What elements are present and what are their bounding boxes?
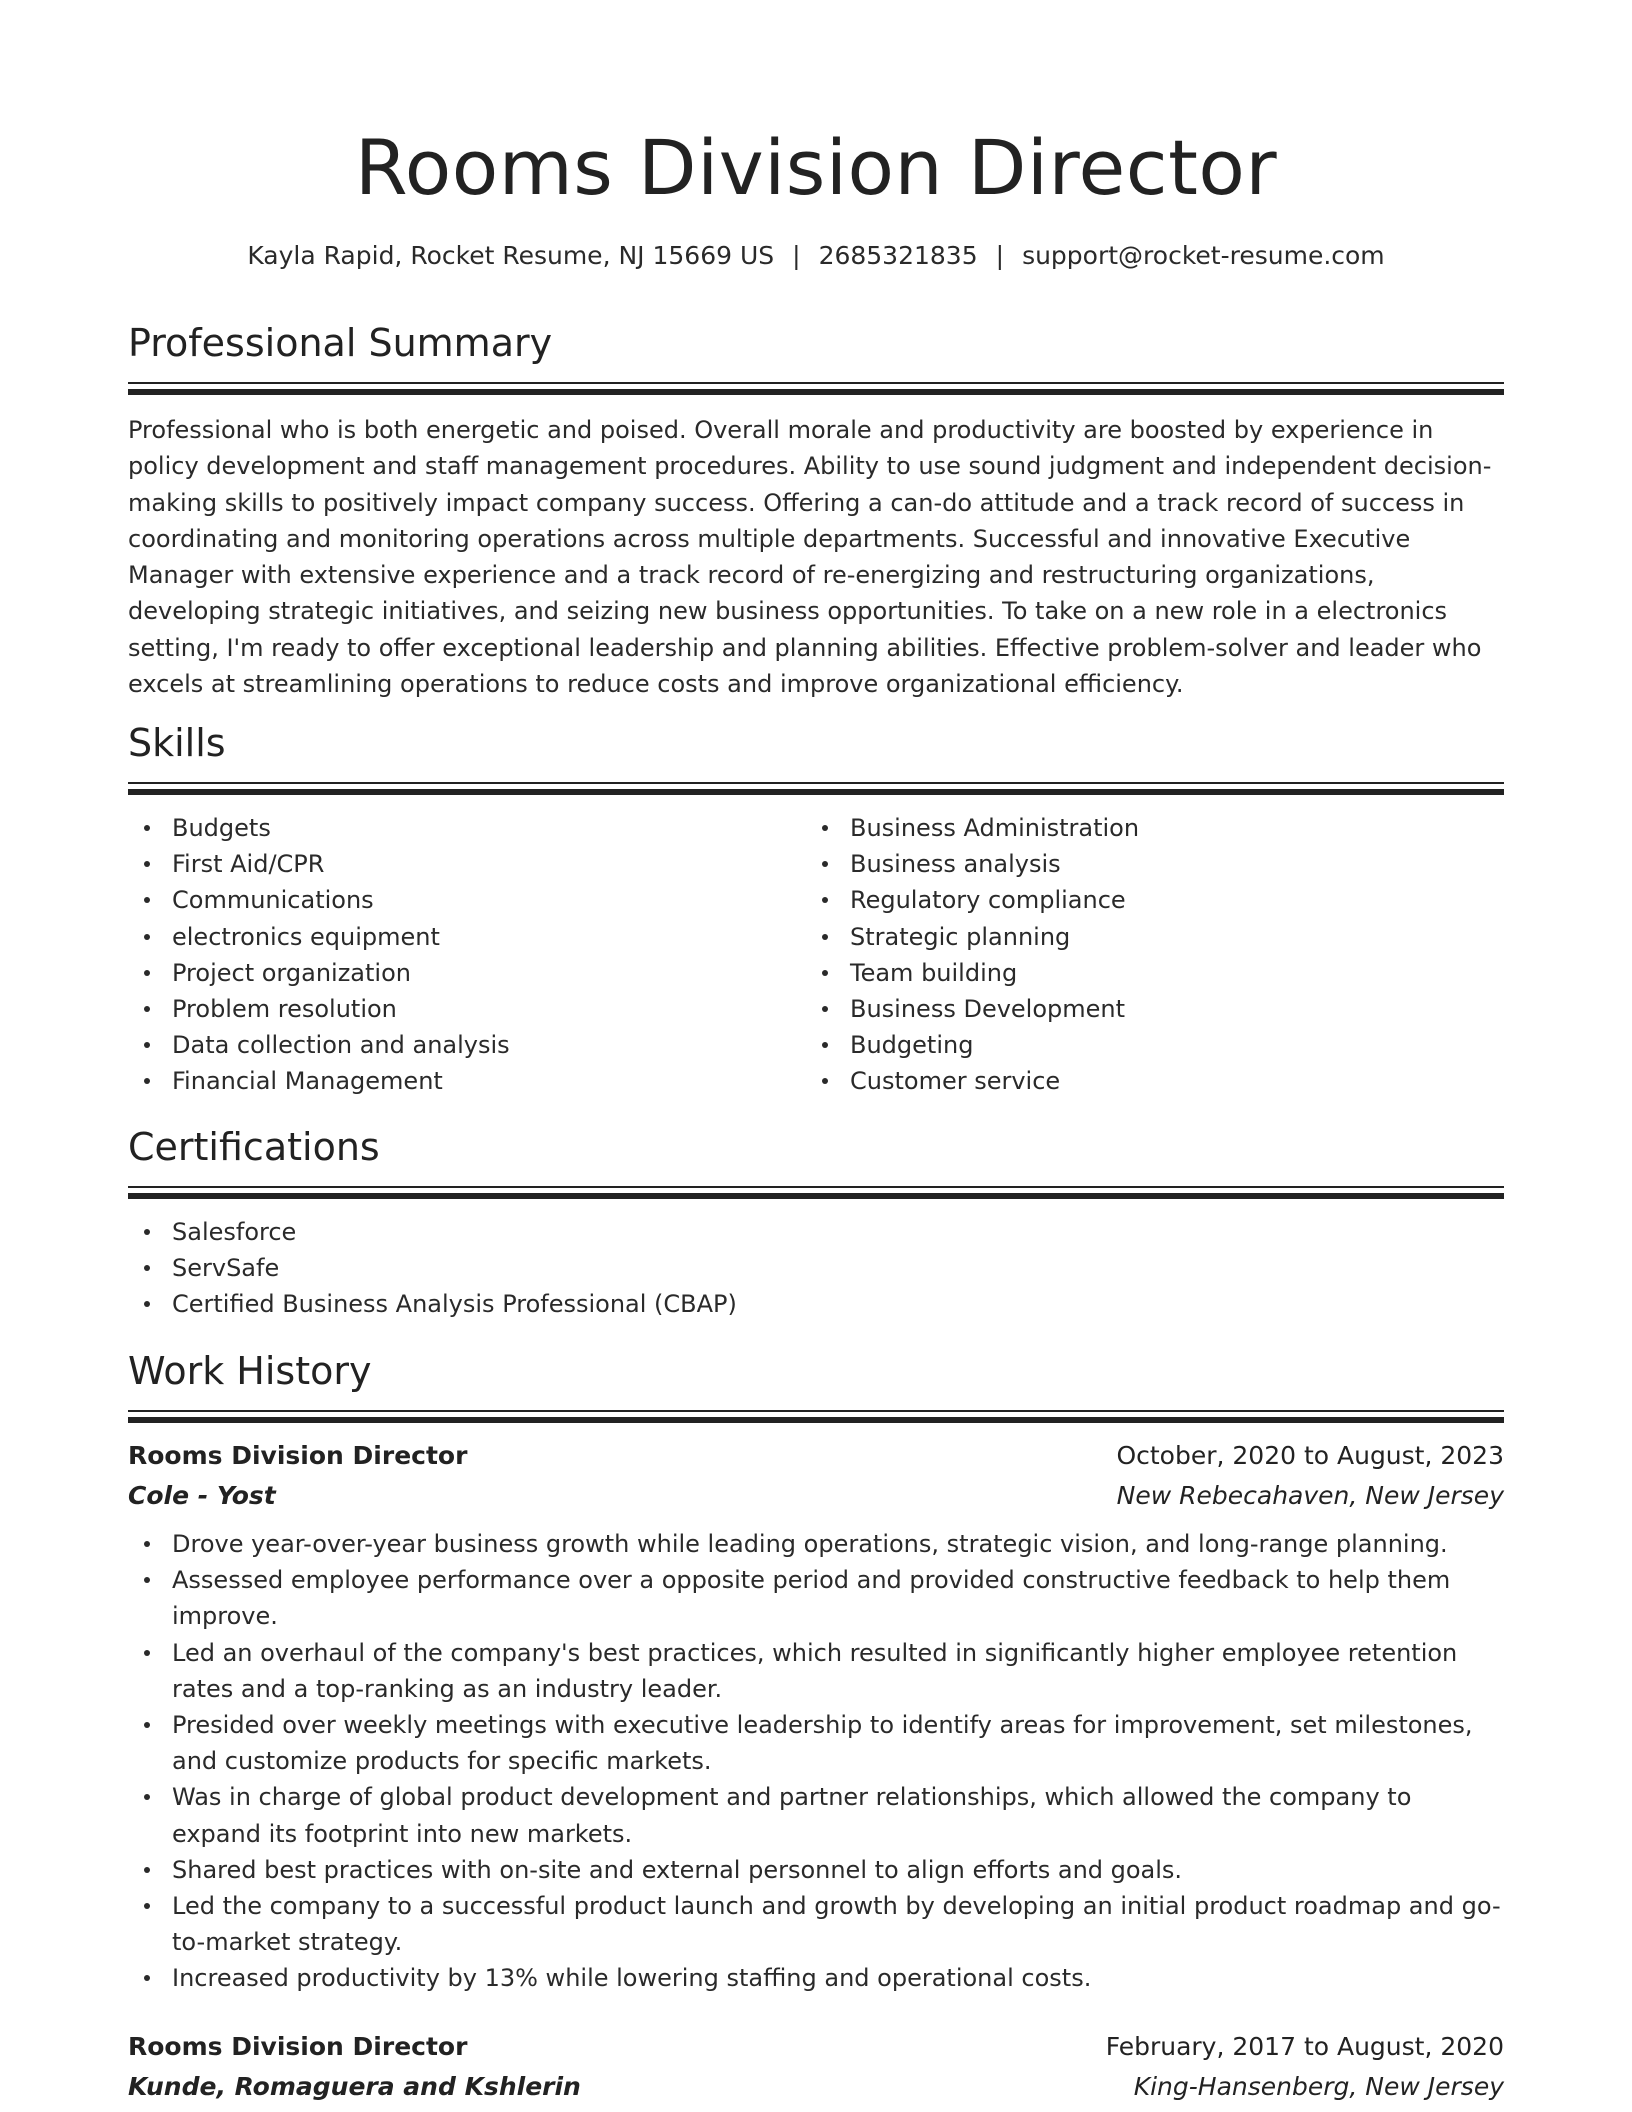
skill-item: First Aid/CPR <box>128 846 806 882</box>
job-bullet: Shared best practices with on-site and external personnel to align efforts and goals. <box>128 1852 1504 1888</box>
job-company-row <box>128 2067 1504 2107</box>
resume-title: Rooms Division Director <box>354 123 1278 212</box>
section-divider <box>128 382 1504 396</box>
job-title: Rooms Division Director <box>128 1441 468 1470</box>
section-divider <box>128 1186 1504 1200</box>
contact-separator: | <box>792 241 801 270</box>
certification-item: ServSafe <box>128 1250 1504 1286</box>
job-bullet: Presided over weekly meetings with executive leadership to identify areas for improvement, set milestones, and customize products for specific markets. <box>128 1707 1504 1779</box>
section-divider <box>128 782 1504 796</box>
skill-item: Team building <box>806 955 1484 991</box>
skill-item: Customer service <box>806 1063 1484 1099</box>
job-dates: February, 2017 to August, 2020 <box>1105 2031 1504 2061</box>
job-entry <box>128 1436 1504 1997</box>
skills-section <box>128 718 1504 1100</box>
skill-item: Financial Management <box>128 1063 806 1099</box>
work-history-section <box>128 1346 1504 2107</box>
contact-address: Kayla Rapid, Rocket Resume, NJ 15669 US <box>247 241 775 270</box>
job-company: Cole - Yost <box>128 1481 276 1510</box>
contact-line <box>128 238 1504 274</box>
job-title: Rooms Division Director <box>128 2031 468 2061</box>
skill-item: Budgets <box>128 810 806 846</box>
job-bullet: Drove year-over-year business growth while leading operations, strategic vision, and long-range planning. <box>128 1526 1504 1562</box>
skill-item: Strategic planning <box>806 919 1484 955</box>
contact-separator: | <box>995 241 1005 270</box>
contact-email: support@rocket-resume.com <box>1022 241 1385 270</box>
skill-item: Business Development <box>806 991 1484 1027</box>
skill-item: Communications <box>128 882 806 918</box>
contact-phone: 2685321835 <box>818 241 978 270</box>
certifications-section <box>128 1122 1504 1323</box>
skills-heading: Skills <box>128 721 226 765</box>
job-company-row <box>128 1476 1504 1516</box>
job-bullet-list <box>128 1526 1504 1997</box>
job-header-row <box>128 1436 1504 1476</box>
skill-item: Regulatory compliance <box>806 882 1484 918</box>
job-location: King-Hansenberg, New Jersey <box>1133 2071 1504 2101</box>
job-company: Kunde, Romaguera and Kshlerin <box>128 2071 581 2101</box>
skill-item: electronics equipment <box>128 919 806 955</box>
job-bullet: Increased productivity by 13% while lowering staffing and operational costs. <box>128 1960 1504 1996</box>
job-bullet: Was in charge of global product development and partner relationships, which allowed the company to expand its footprint into new markets. <box>128 1779 1504 1851</box>
certifications-heading: Certifications <box>128 1125 380 1169</box>
job-header-row <box>128 2027 1504 2067</box>
skill-item: Project organization <box>128 955 806 991</box>
certifications-list <box>128 1214 1504 1323</box>
skills-list-left <box>128 810 806 1100</box>
section-divider <box>128 1410 1504 1424</box>
job-location: New Rebecahaven, New Jersey <box>1116 1481 1504 1510</box>
skill-item: Business analysis <box>806 846 1484 882</box>
job-bullet: Led an overhaul of the company's best practices, which resulted in significantly higher employee retention rates and a top-ranking as an industry leader. <box>128 1635 1504 1707</box>
summary-section <box>128 318 1504 702</box>
skill-item: Data collection and analysis <box>128 1027 806 1063</box>
skill-item: Budgeting <box>806 1027 1484 1063</box>
job-bullet: Assessed employee performance over a opposite period and provided constructive feedback to help them improve. <box>128 1562 1504 1634</box>
skill-item: Business Administration <box>806 810 1484 846</box>
job-dates: October, 2020 to August, 2023 <box>1116 1441 1504 1470</box>
job-bullet: Led the company to a successful product launch and growth by developing an initial product roadmap and go-to-market strategy. <box>128 1888 1504 1960</box>
certification-item: Certified Business Analysis Professional (CBAP) <box>128 1286 1504 1322</box>
skills-columns <box>128 810 1504 1100</box>
certification-item: Salesforce <box>128 1214 1504 1250</box>
skills-list-right <box>806 810 1484 1100</box>
summary-text: Professional who is both energetic and poised. Overall morale and productivity are boosted by experience in policy development and staff management procedures. Ability to use sound judgment and independent decision-making skills to positively impact company success. Offering a can-do attitude and a track record of success in coordinating and monitoring operations across multiple departments. Successful and innovative Executive Manager with extensive experience and a track record of re-energizing and restructuring organizations, developing strategic initiatives, and seizing new business opportunities. To take on a new role in a electronics setting, I'm ready to offer exceptional leadership and planning abilities. Effective problem-solver and leader who excels at streamlining operations to reduce costs and improve organizational efficiency. <box>128 416 1492 699</box>
job-entry <box>128 2027 1504 2107</box>
skill-item: Problem resolution <box>128 991 806 1027</box>
work-history-heading: Work History <box>128 1349 372 1393</box>
summary-heading: Professional Summary <box>128 321 553 365</box>
